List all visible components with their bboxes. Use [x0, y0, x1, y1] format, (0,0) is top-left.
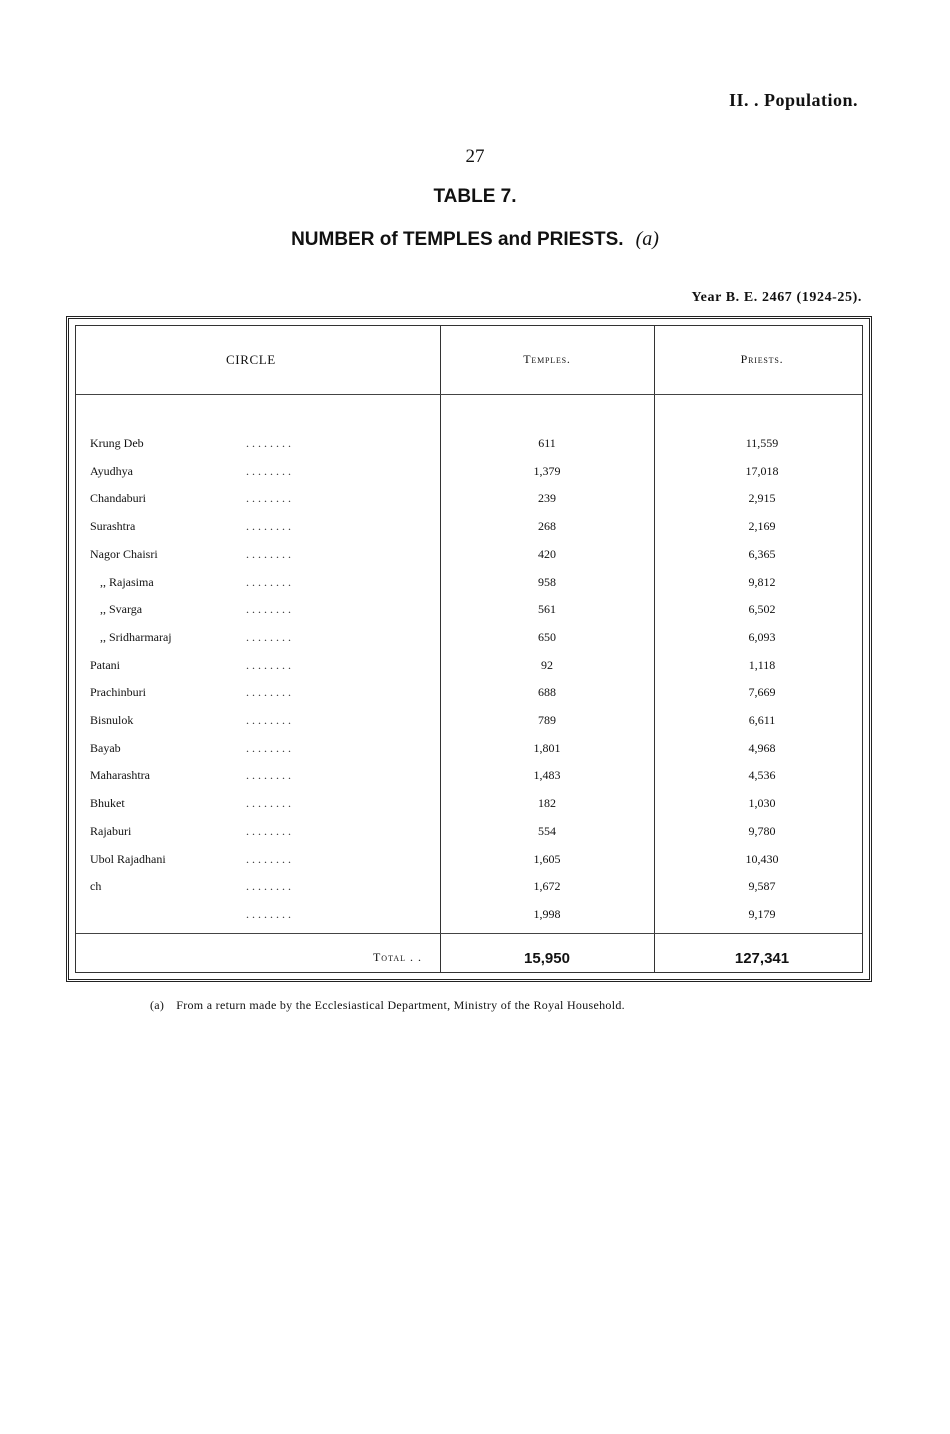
circle-name: Nagor Chaisri: [90, 546, 158, 561]
circle-name: Rajaburi: [90, 823, 132, 838]
circle-name: Surashtra: [90, 519, 136, 534]
temples-value: 1,483: [533, 768, 561, 783]
column-header-circle: CIRCLE: [226, 352, 276, 367]
table-body: [75, 325, 863, 973]
temples-value: 688: [538, 685, 556, 700]
footnote-mark: (a): [150, 998, 165, 1012]
total-row: [76, 950, 862, 974]
temples-value: 554: [538, 823, 556, 838]
temples-value: 1,672: [533, 879, 561, 894]
leader-dots: . . . . . . . .: [246, 796, 291, 811]
data-table: [66, 316, 872, 982]
circle-name: Prachinburi: [90, 685, 146, 700]
table-row: [76, 575, 862, 597]
circle-name: Bisnulok: [90, 713, 134, 727]
circle-name: Bayab: [90, 740, 121, 755]
table-row: [76, 436, 862, 458]
priests-value: 7,669: [748, 685, 776, 700]
temples-value: 420: [538, 546, 556, 561]
header-rule: [76, 394, 862, 395]
leader-dots: . . . . . . . .: [246, 906, 291, 921]
priests-value: 10,430: [745, 851, 779, 866]
temples-value: 268: [538, 519, 556, 534]
table-row: [76, 519, 862, 541]
table-row: [76, 907, 862, 929]
total-rule: [76, 933, 862, 934]
temples-value: 611: [538, 436, 556, 450]
leader-dots: . . . . . . . .: [246, 713, 291, 727]
table-row: [76, 879, 862, 901]
table-row: [76, 658, 862, 680]
total-label: Total . .: [372, 950, 422, 964]
priests-value: 6,093: [748, 629, 776, 644]
table-row: [76, 713, 862, 735]
footnote: [150, 998, 625, 1013]
table-row: [76, 685, 862, 707]
circle-name: Patani: [90, 657, 120, 672]
temples-value: 789: [538, 713, 556, 727]
priests-value: 9,587: [748, 879, 776, 894]
leader-dots: . . . . . . . .: [246, 519, 291, 534]
priests-value: 9,179: [748, 906, 776, 921]
table-row: [76, 602, 862, 624]
leader-dots: . . . . . . . .: [246, 879, 291, 894]
table-row: [76, 630, 862, 652]
subtitle-note-ref: (a): [635, 228, 659, 250]
temples-value: 1,801: [533, 740, 561, 755]
priests-value: 2,915: [748, 491, 776, 506]
priests-value: 4,968: [748, 740, 776, 755]
temples-value: 239: [538, 491, 556, 506]
leader-dots: . . . . . . . .: [246, 851, 291, 866]
circle-name: ,, Rajasima: [100, 574, 154, 589]
circle-name: Krung Deb: [90, 436, 144, 450]
priests-value: 17,018: [745, 463, 779, 478]
footnote-text: From a return made by the Ecclesiastical Department, Ministry of the Royal Household.: [176, 998, 625, 1012]
circle-name: Maharashtra: [90, 768, 150, 783]
leader-dots: . . . . . . . .: [246, 823, 291, 838]
leader-dots: . . . . . . . .: [246, 740, 291, 755]
circle-name: Bhuket: [90, 796, 125, 811]
column-header-priests: Priests.: [740, 352, 784, 366]
year-label: Year B. E. 2467 (1924-25).: [691, 290, 862, 305]
table-title: TABLE 7.: [433, 186, 517, 207]
priests-value: 11,559: [745, 436, 779, 450]
column-header-temples: Temples.: [523, 352, 571, 366]
circle-name: ch: [90, 879, 102, 894]
table-row: [76, 491, 862, 513]
table-row: [76, 796, 862, 818]
leader-dots: . . . . . . . .: [246, 629, 291, 644]
leader-dots: . . . . . . . .: [246, 602, 291, 617]
leader-dots: . . . . . . . .: [246, 463, 291, 478]
circle-name: Chandaburi: [90, 491, 146, 506]
temples-value: 182: [538, 796, 556, 811]
table-row: [76, 852, 862, 874]
circle-name: ,, Sridharmaraj: [100, 629, 172, 644]
leader-dots: . . . . . . . .: [246, 768, 291, 783]
priests-value: 1,030: [748, 796, 776, 811]
leader-dots: . . . . . . . .: [246, 685, 291, 700]
temples-value: 650: [538, 629, 556, 644]
leader-dots: . . . . . . . .: [246, 657, 291, 672]
circle-name: Ubol Rajadhani: [90, 851, 166, 866]
section-title: II. . Population.: [728, 90, 858, 110]
temples-value: 92: [541, 657, 553, 672]
leader-dots: . . . . . . . .: [246, 491, 291, 506]
priests-value: 6,365: [748, 546, 776, 561]
subtitle-text: NUMBER of TEMPLES and PRIESTS.: [291, 229, 624, 250]
leader-dots: . . . . . . . .: [246, 436, 291, 450]
table-row: [76, 741, 862, 763]
temples-value: 958: [538, 574, 556, 589]
priests-value: 1,118: [748, 657, 776, 672]
table-subtitle: [0, 228, 950, 251]
table-row: [76, 768, 862, 790]
leader-dots: . . . . . . . .: [246, 546, 291, 561]
total-priests: 127,341: [734, 950, 790, 967]
circle-name: ,, Svarga: [100, 602, 143, 617]
circle-name: Ayudhya: [90, 463, 133, 478]
priests-value: 9,812: [748, 574, 776, 589]
priests-value: 9,780: [748, 823, 776, 838]
table-row: [76, 824, 862, 846]
table-row: [76, 464, 862, 486]
priests-value: 4,536: [748, 768, 776, 783]
priests-value: 2,169: [748, 519, 776, 534]
priests-value: 6,502: [748, 602, 776, 617]
temples-value: 1,998: [533, 906, 561, 921]
priests-value: 6,611: [748, 713, 776, 727]
page-number: 27: [465, 146, 485, 167]
table-row: [76, 547, 862, 569]
temples-value: 1,379: [533, 463, 561, 478]
temples-value: 1,605: [533, 851, 561, 866]
temples-value: 561: [538, 602, 556, 617]
total-temples: 15,950: [524, 950, 570, 967]
leader-dots: . . . . . . . .: [246, 574, 291, 589]
